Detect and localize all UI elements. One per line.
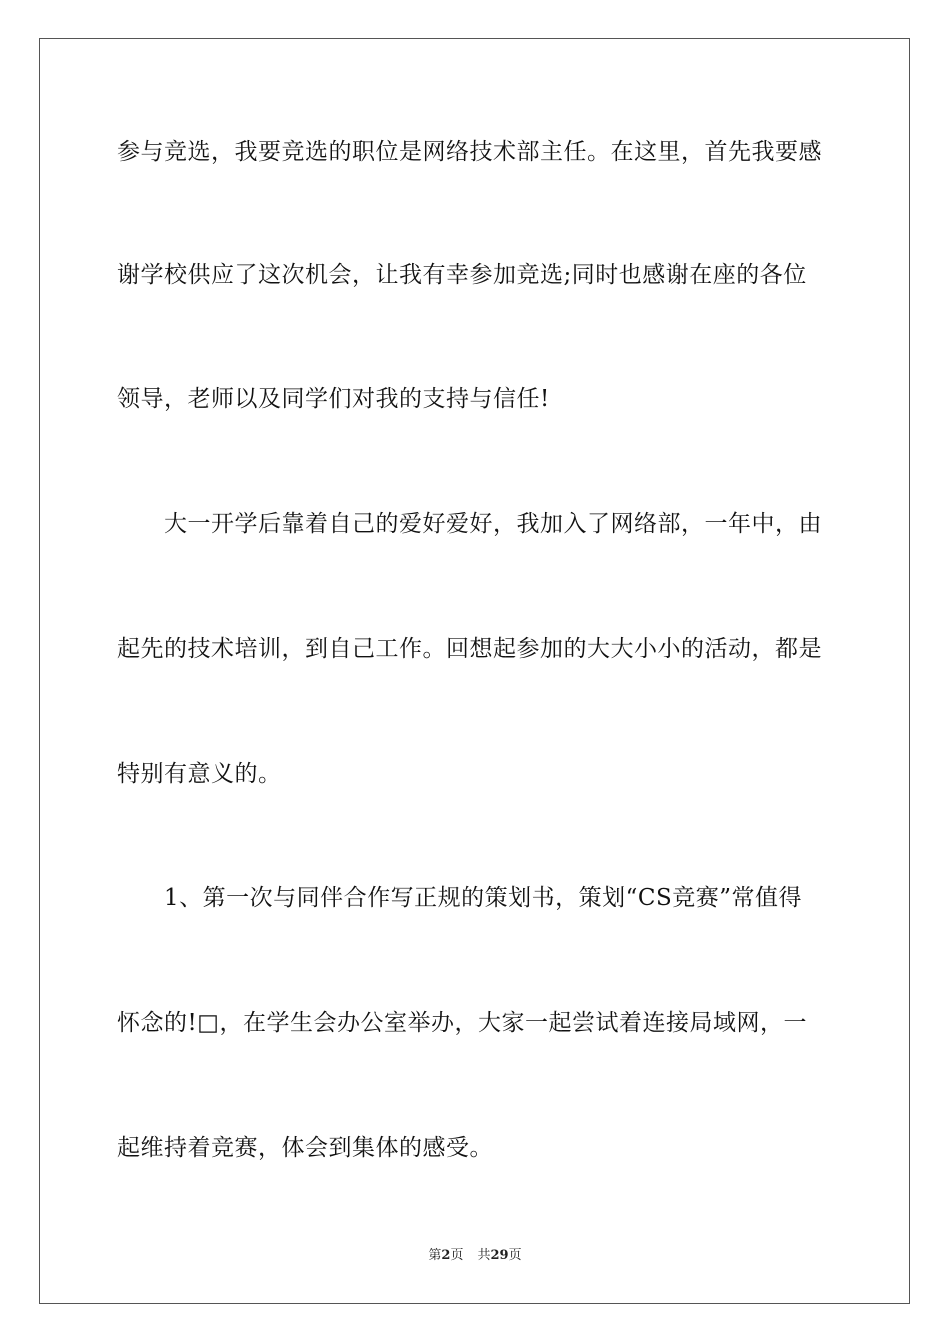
text-line: 起先的技术培训，到自己工作。回想起参加的大大小小的活动，都是 [117,636,822,662]
text-line: 领导，老师以及同学们对我的支持与信任! [117,386,550,412]
text-line: 起维持着竞赛，体会到集体的感受。 [117,1135,493,1161]
page-suffix: 页 [450,1248,464,1263]
text-line: 1、第一次与同伴合作写正规的策划书，策划“CS竞赛”常值得 [164,885,803,911]
total-pages: 29 [490,1248,509,1263]
page-footer [0,1247,950,1265]
text-line: 大一开学后靠着自己的爱好爱好，我加入了网络部，一年中，由 [164,511,822,537]
page-prefix: 第 [428,1248,442,1263]
text-line: 谢学校供应了这次机会，让我有幸参加竞选;同时也感谢在座的各位 [117,262,807,288]
text-line: 特别有意义的。 [117,761,282,787]
text-line: 怀念的!□，在学生会办公室举办，大家一起尝试着连接局域网，一 [117,1010,807,1036]
total-suffix: 页 [508,1248,522,1263]
page-number: 2 [441,1248,451,1263]
total-prefix: 共 [477,1248,491,1263]
page-frame [39,38,910,1304]
text-line: 参与竞选，我要竞选的职位是网络技术部主任。在这里，首先我要感 [117,139,822,165]
